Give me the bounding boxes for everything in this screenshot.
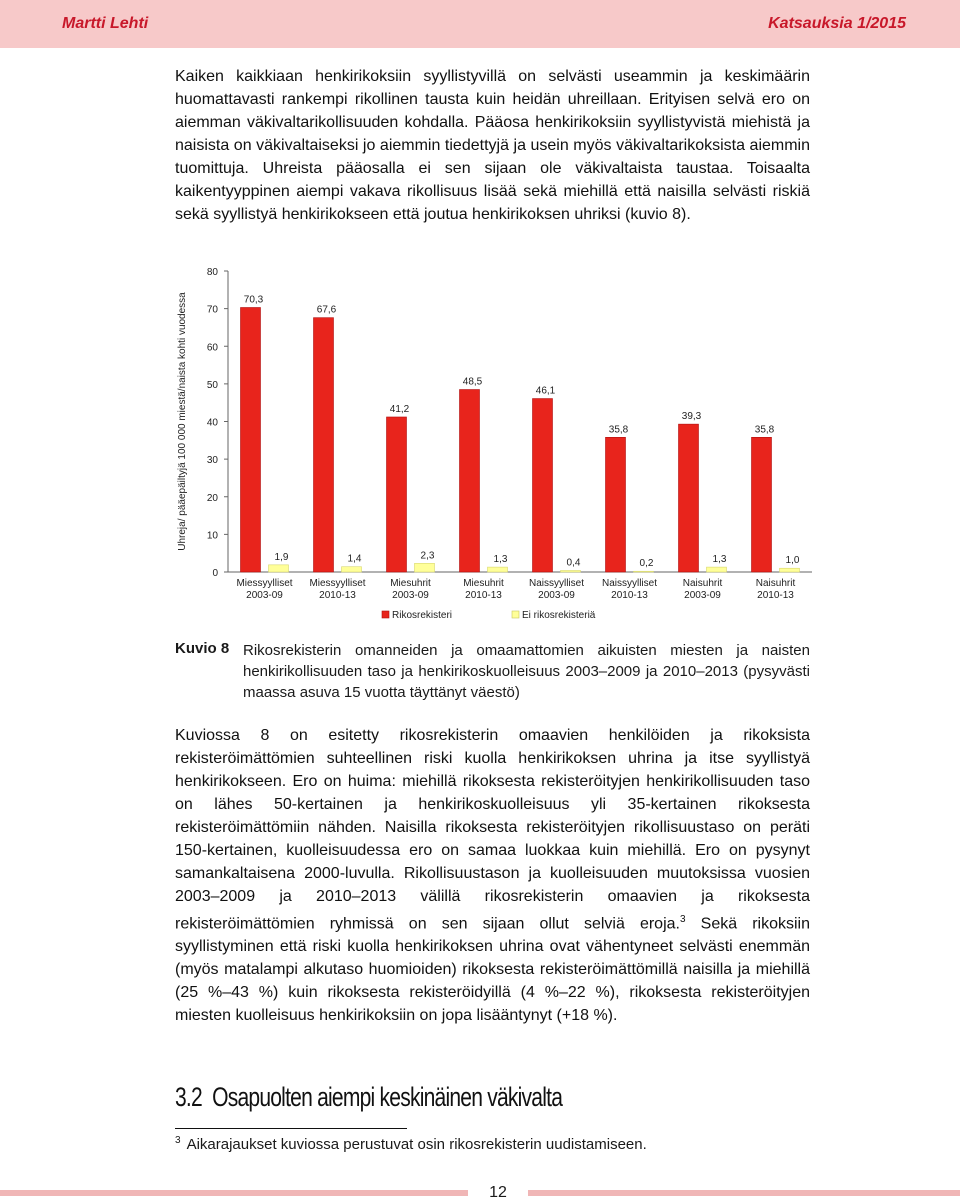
legend-swatch (512, 611, 519, 618)
body-text-part1: Kuviossa 8 on esitetty rikosrekisterin omaavien henkilöiden ja rikoksista rekisteröimättömien suhteellinen riski kuolla henkirikoksen uhrina ja itse syyllistyä henkirikokseen. Ero on huima: miehillä rikoksesta rekisteröityjen henkirikollisuuden taso on lähes 50-kertainen ja henkirikoskuolleisuus yli 35-kertainen rikoksesta rekisteröimättömiin nähden. Naisilla rikoksesta rekisteröityjen rikollisuustaso on peräti 150-kertainen, kuolleisuudessa ero on samaa luokkaa kuin miehillä. Ero on pysynyt samankaltaisena 2000-luvulla. Rikollisuustason ja kuolleisuuden muutoksissa vuosien 2003–2009 ja 2010–2013 välillä rikosrekisterin omaavien ja rikoksesta rekisteröimättömien ryhmissä on sen sijaan ollut selviä eroja. (175, 727, 810, 933)
footnote-mark: 3 (175, 1135, 181, 1146)
y-tick-label: 30 (206, 455, 218, 467)
bar-value-label: 2,3 (420, 550, 435, 562)
legend-label: Ei rikosrekisteriä (522, 610, 596, 621)
x-tick-label: 2010-13 (465, 590, 502, 601)
y-tick-label: 70 (206, 304, 218, 316)
bar-value-label: 70,3 (243, 294, 264, 306)
bar-ei-rikosrekisteria (488, 567, 508, 572)
x-tick-label: 2003-09 (684, 590, 721, 601)
footnote-divider (175, 1128, 407, 1129)
bar-value-label: 46,1 (535, 385, 556, 397)
bar-rikosrekisteri (314, 318, 334, 572)
bar-ei-rikosrekisteria (780, 568, 800, 572)
body-paragraph (175, 724, 810, 1027)
y-tick-label: 40 (206, 417, 218, 429)
header-author: Martti Lehti (62, 15, 149, 32)
bar-rikosrekisteri (241, 307, 261, 572)
bar-ei-rikosrekisteria (269, 565, 289, 572)
body-text-part2: Sekä rikoksiin syyllistyminen että riski kuolla henkirikoksen uhrina ovat vähentyneet selvästi enemmän (myös matalampi alkutaso huomioiden) rikoksesta rekisteröimättömillä naisilla ja miehillä (25 %–43 %) kuin rikoksesta rekisteröidyillä (4 %–22 %), rikoksesta rekisteröityjen miesten kuolleisuus henkirikoksiin on jopa lisääntynyt (+18 %). (175, 915, 811, 1025)
x-tick-label: Naissyylliset (528, 578, 585, 589)
x-tick-label: Miesuhrit (390, 578, 431, 589)
y-tick-label: 60 (206, 342, 218, 354)
y-tick-label: 50 (206, 379, 218, 391)
x-tick-label: Naisuhrit (755, 578, 796, 589)
page-header (0, 0, 960, 48)
bar-rikosrekisteri (606, 437, 626, 572)
page-number: 12 (489, 1184, 507, 1201)
section-heading (175, 1082, 562, 1113)
bar-value-label: 0,2 (639, 558, 654, 570)
section-number: 3.2 (175, 1082, 202, 1112)
bar-ei-rikosrekisteria (415, 563, 435, 572)
bar-value-label: 67,6 (316, 304, 337, 316)
bar-value-label: 48,5 (462, 376, 483, 388)
x-tick-label: 2010-13 (319, 590, 356, 601)
y-tick-label: 0 (212, 568, 218, 579)
bar-rikosrekisteri (679, 424, 699, 572)
figure-label: Kuvio 8 (175, 640, 230, 657)
y-tick-label: 20 (206, 492, 218, 504)
x-tick-label: Miessyylliset (309, 578, 366, 589)
bar-value-label: 1,0 (785, 555, 800, 567)
bar-value-label: 0,4 (566, 557, 581, 569)
x-tick-label: Miesuhrit (463, 578, 504, 589)
y-axis-title: Uhreja/ pääepäiltyjä 100 000 miestä/naista kohti vuodessa (177, 292, 188, 551)
footnote-text: Aikarajaukset kuviossa perustuvat osin rikosrekisterin uudistamiseen. (186, 1136, 647, 1153)
bar-value-label: 41,2 (389, 403, 410, 415)
x-tick-label: 2010-13 (611, 590, 648, 601)
bar-value-label: 1,4 (347, 553, 362, 565)
bar-value-label: 1,3 (712, 554, 727, 566)
bar-value-label: 35,8 (608, 424, 629, 436)
bar-rikosrekisteri (752, 437, 772, 572)
x-tick-label: Miessyylliset (236, 578, 293, 589)
bar-rikosrekisteri (460, 390, 480, 572)
bar-rikosrekisteri (533, 399, 553, 572)
footer-rule-right (528, 1190, 960, 1196)
section-title: Osapuolten aiempi keskinäinen väkivalta (212, 1082, 563, 1112)
footnote-reference[interactable]: 3 (679, 914, 686, 925)
bar-rikosrekisteri (387, 417, 407, 572)
bar-value-label: 1,9 (274, 551, 289, 563)
bar-value-label: 39,3 (681, 411, 702, 423)
bar-value-label: 1,3 (493, 554, 508, 566)
x-tick-label: 2003-09 (246, 590, 283, 601)
x-tick-label: 2003-09 (392, 590, 429, 601)
legend-label: Rikosrekisteri (392, 610, 453, 621)
figure-caption: Rikosrekisterin omanneiden ja omaamattomien aikuisten miesten ja naisten henkirikollisuuden taso ja henkirikoskuolleisuus 2003–2009 ja 2010–2013 (pysyvästi maassa asuva 15 vuotta täyttänyt väestö) (243, 642, 810, 701)
bar-ei-rikosrekisteria (634, 571, 654, 572)
y-tick-label: 80 (206, 267, 218, 278)
bar-ei-rikosrekisteria (561, 570, 581, 572)
bar-ei-rikosrekisteria (342, 567, 362, 572)
bar-ei-rikosrekisteria (707, 567, 727, 572)
y-tick-label: 10 (206, 530, 218, 542)
footnote (175, 1135, 647, 1153)
x-tick-label: Naisuhrit (682, 578, 723, 589)
figure-8-chart (170, 262, 820, 634)
header-series: Katsauksia 1/2015 (768, 15, 906, 32)
intro-paragraph: Kaiken kaikkiaan henkirikoksiin syyllistyvillä on selvästi useammin ja keskimäärin huomattavasti rankempi rikollinen tausta kuin heidän uhreillaan. Erityisen selvä ero on aiemman väkivaltarikollisuuden kohdalla. Pääosa henkirikoksiin syyllistyvistä miehistä ja naisista on väkivaltaiseksi jo aiemmin tiedettyjä ja usein myös väkivaltarikoksista aiemmin tuomittuja. Uhreista pääosalla ei sen sijaan ole väkivaltaista taustaa. Toisaalta kaikentyyppinen aiempi vakava rikollisuus lisää sekä miehillä että naisilla selvästi riskiä sekä syyllistyä henkirikokseen että joutua henkirikoksen uhriksi (kuvio 8). (175, 68, 810, 223)
bar-value-label: 35,8 (754, 424, 775, 436)
footer-rule-left (0, 1190, 468, 1196)
x-tick-label: 2010-13 (757, 590, 794, 601)
x-tick-label: 2003-09 (538, 590, 575, 601)
x-tick-label: Naissyylliset (601, 578, 658, 589)
legend-swatch (382, 611, 389, 618)
bar-chart (170, 262, 820, 634)
